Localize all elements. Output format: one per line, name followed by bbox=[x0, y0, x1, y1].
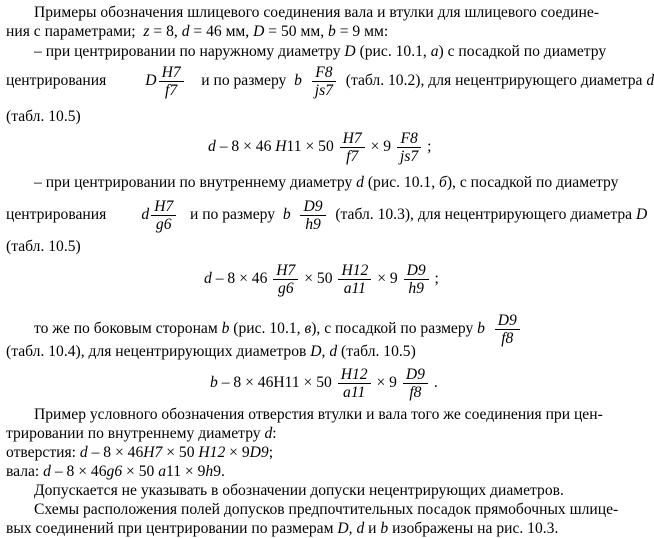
fraction: $\frac{H7}{g6}$ bbox=[151, 198, 176, 233]
scheme-line-1: Схемы расположения полей допусков предпочтительных посадок прямобочных шлице- bbox=[34, 501, 619, 518]
example-line-4: вала: d – 8 × 46g6 × 50 a11 × 9h9. bbox=[6, 463, 225, 480]
fraction: $\frac{D9}{f8}$ bbox=[403, 366, 428, 401]
example-line-2: трировании по внутреннему диаметру d: bbox=[6, 425, 277, 442]
fraction: $\frac{H12}{a11}$ bbox=[338, 262, 371, 297]
outer-formula: d – 8 × 46 H11 × 50 $\frac{H7}{f7}$ × 9 $\frac{F8}{js7}$ ; bbox=[208, 130, 432, 165]
fraction: $\frac{D9}{h9}$ bbox=[300, 198, 325, 233]
inner-line-1: – при центрировании по внутреннему диаметру d (рис. 10.1, б), с посадкой по диаметру bbox=[34, 174, 619, 191]
side-formula: b – 8 × 46H11 × 50 $\frac{H12}{a11}$ × 9 $\frac{D9}{f8}$ . bbox=[210, 366, 438, 401]
side-line-2: (табл. 10.4), для нецентрирующих диаметров D, d (табл. 10.5) bbox=[6, 343, 416, 360]
fraction: $\frac{H7}{f7}$ bbox=[159, 64, 184, 99]
outer-line-2: центрирования D $\frac{H7}{f7}$ и по размеру b $\frac{F8}{js7}$ (табл. 10.2), для нецентрирующего диаметра d bbox=[6, 64, 654, 99]
fraction: $\frac{H7}{g6}$ bbox=[273, 262, 298, 297]
fraction: $\frac{F8}{js7}$ bbox=[312, 64, 336, 99]
fraction: $\frac{D9}{h9}$ bbox=[404, 262, 429, 297]
outer-line-3: (табл. 10.5) bbox=[6, 108, 81, 125]
intro-line-1: Примеры обозначения шлицевого соединения вала и втулки для шлицевого соедине- bbox=[34, 4, 599, 21]
example-line-1: Пример условного обозначения отверстия втулки и вала того же соединения при цен- bbox=[34, 406, 603, 423]
fraction: $\frac{H12}{a11}$ bbox=[338, 366, 371, 401]
inner-line-2: центрирования d $\frac{H7}{g6}$ и по размеру b $\frac{D9}{h9}$ (табл. 10.3), для нецентрирующего диаметра D bbox=[6, 198, 648, 233]
intro-line-2: ния с параметрами; z = 8, d = 46 мм, D = 50 мм, b = 9 мм: bbox=[6, 23, 389, 40]
example-line-3: отверстия: d – 8 × 46H7 × 50 H12 × 9D9; bbox=[6, 444, 274, 461]
inner-line-3: (табл. 10.5) bbox=[6, 238, 81, 255]
note-line: Допускается не указывать в обозначении допуски нецентрирующих диаметров. bbox=[34, 482, 564, 499]
side-line-1: то же по боковым сторонам b (рис. 10.1, в), с посадкой по размеру b $\frac{D9}{f8}$ bbox=[34, 312, 522, 347]
scheme-line-2: вых соединений при центрировании по размерам D, d и b изображены на рис. 10.3. bbox=[6, 520, 559, 537]
inner-formula: d – 8 × 46 $\frac{H7}{g6}$ × 50 $\frac{H12}{a11}$ × 9 $\frac{D9}{h9}$ ; bbox=[204, 262, 439, 297]
fraction: $\frac{F8}{js7}$ bbox=[397, 130, 421, 165]
fraction: $\frac{H7}{f7}$ bbox=[340, 130, 365, 165]
fraction: $\frac{D9}{f8}$ bbox=[495, 312, 520, 347]
outer-line-1: – при центрировании по наружному диаметру D (рис. 10.1, а) с посадкой по диаметру bbox=[34, 43, 607, 60]
